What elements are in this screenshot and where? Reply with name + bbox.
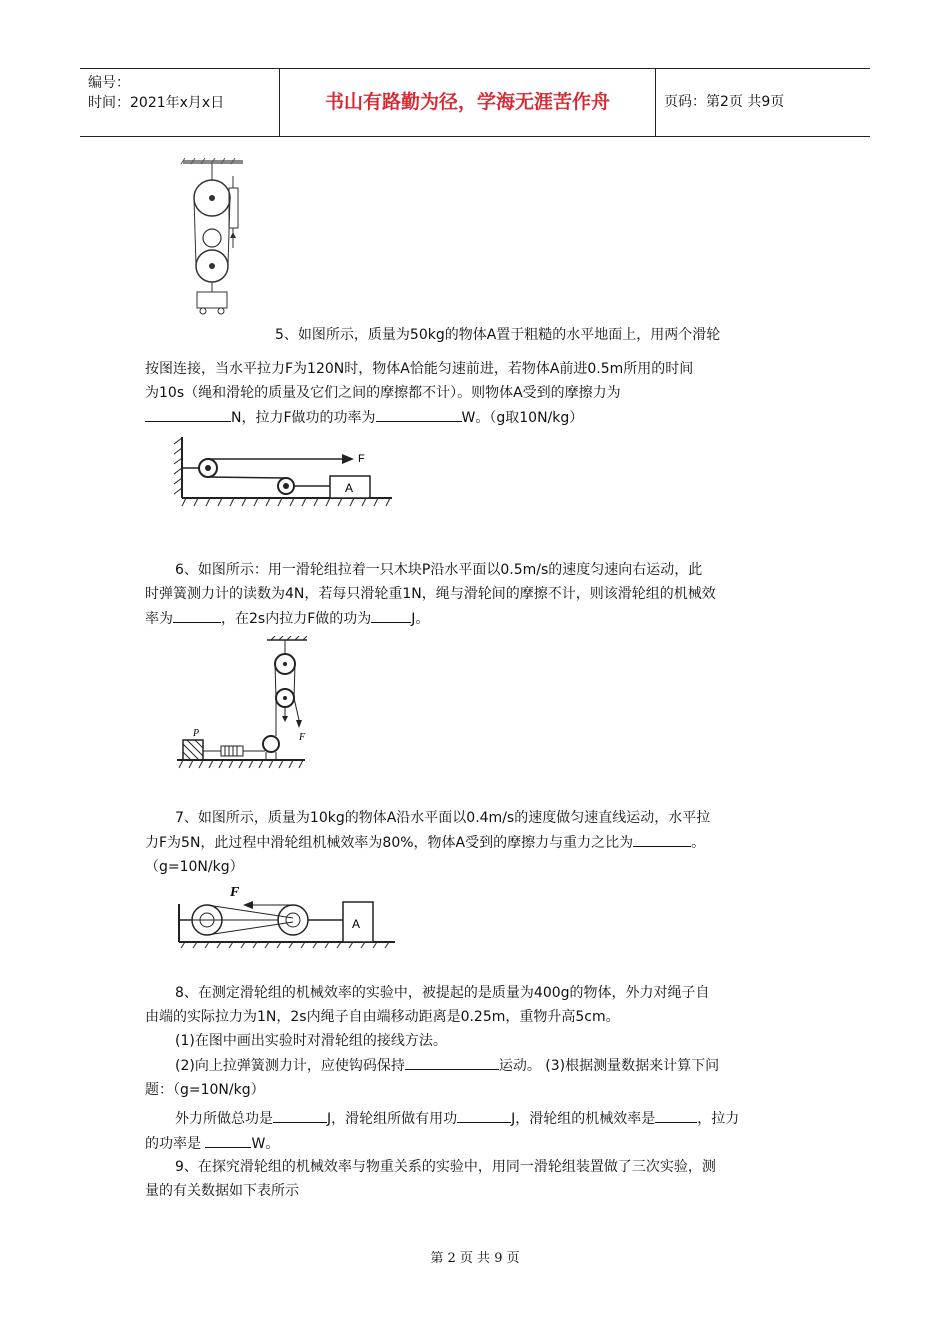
q8-text-6a: 外力所做总功是: [175, 1111, 273, 1127]
question-6: [145, 558, 810, 631]
q8-text-7a: 的功率是: [145, 1136, 206, 1152]
q7-fig-f-label: F: [230, 885, 240, 900]
q6-fig-f-label: F: [299, 732, 306, 743]
q7-text-a: 力F为5N，此过程中滑轮组机械效率为80%，物体A受到的摩擦力与重力之比为: [145, 835, 634, 851]
question-7: [145, 806, 810, 879]
q6-fig-p-label: P: [193, 728, 200, 739]
figure-q6-pulley-block: [175, 636, 315, 771]
q7-line3: （g=10N/kg）: [145, 859, 244, 875]
q7-fig-a-label: A: [352, 917, 361, 931]
question-9: [145, 1155, 810, 1203]
figure-q5-horizontal-pulleys: [172, 432, 397, 510]
q5-line4: [145, 405, 810, 430]
q8-blank-useful-work[interactable]: [457, 1106, 511, 1123]
q6-line2: 时弹簧测力计的读数为4N，若每只滑轮重1N，绳与滑轮间的摩擦不计，则该滑轮组的机械效: [145, 586, 716, 602]
q8-blank-total-work[interactable]: [273, 1106, 327, 1123]
q6-text-b: ，在2s内拉力F做的功为: [221, 611, 372, 627]
q8-blank-efficiency[interactable]: [655, 1106, 697, 1123]
q6-text-a: 率为: [145, 611, 173, 627]
header-meta: [80, 69, 280, 136]
q5-text-b: W。（g取10N/kg）: [461, 410, 584, 426]
header-page-label: 页码：第2页 共9页: [664, 94, 785, 110]
q5-text-a: N，拉力F做功的功率为: [231, 410, 376, 426]
q9-line1: 9、在探究滑轮组的机械效率与物重关系的实验中，用同一滑轮组装置做了三次实验，测: [175, 1159, 716, 1175]
q6-line3: [145, 606, 810, 631]
page-footer: 第 2 页 共 9 页: [430, 1251, 520, 1266]
q7-line1: 7、如图所示，质量为10kg的物体A沿水平面以0.4m/s的速度做匀速直线运动，水平拉: [175, 810, 711, 826]
q8-line1: 8、在测定滑轮组的机械效率的实验中，被提起的是质量为400g的物体，外力对绳子自: [175, 985, 710, 1001]
q7-blank-ratio[interactable]: [633, 830, 691, 847]
q6-blank-efficiency[interactable]: [173, 606, 221, 623]
q8-line5: 题：（g=10N/kg）: [145, 1082, 265, 1098]
q6-text-c: J。: [411, 611, 430, 627]
q8-line4: [145, 1053, 810, 1078]
q5-blank-power[interactable]: [376, 405, 462, 422]
page-header: [80, 68, 870, 137]
question-5: [145, 323, 810, 430]
q8-text-4b: 运动。 (3)根据测量数据来计算下问: [498, 1058, 720, 1074]
figure-vertical-pulleys: [175, 158, 265, 318]
serial-label: 编号：: [88, 75, 130, 91]
q7-line2: [145, 830, 810, 855]
q8-line2: 由端的实际拉力为1N，2s内绳子自由端移动距离是0.25m，重物升高5cm。: [145, 1009, 620, 1025]
q6-line1: 6、如图所示：用一滑轮组拉着一只木块P沿水平面以0.5m/s的速度匀速向右运动，此: [175, 562, 703, 578]
q8-line6: [145, 1106, 810, 1131]
q8-line3: (1)在图中画出实验时对滑轮组的接线方法。: [175, 1033, 447, 1049]
date-label: 时间：2021年x月x日: [88, 95, 225, 111]
q5-line1: 5、如图所示，质量为50kg的物体A置于粗糙的水平地面上，用两个滑轮: [275, 327, 721, 343]
q8-text-7b: W。: [251, 1136, 280, 1152]
q8-line7: [145, 1131, 810, 1156]
q6-blank-work[interactable]: [371, 606, 411, 623]
q9-line2: 量的有关数据如下表所示: [145, 1183, 299, 1199]
q5-line3: 为10s（绳和滑轮的质量及它们之间的摩擦都不计）。则物体A受到的摩擦力为: [145, 385, 621, 401]
q8-blank-motion[interactable]: [405, 1053, 499, 1070]
header-motto: 书山有路勤为径，学海无涯苦作舟: [280, 69, 656, 136]
q8-text-4a: (2)向上拉弹簧测力计，应使钩码保持: [175, 1058, 405, 1074]
figure-q7-pulleys: [175, 878, 400, 950]
q5-fig-a-label: A: [345, 481, 354, 495]
q8-text-6c: J，滑轮组的机械效率是: [511, 1111, 656, 1127]
q5-line2: 按图连接，当水平拉力F为120N时，物体A恰能匀速前进，若物体A前进0.5m所用的时间: [145, 361, 694, 377]
q5-fig-f-label: F: [358, 453, 365, 465]
q5-blank-friction[interactable]: [145, 405, 231, 422]
q7-text-b: 。: [691, 835, 706, 851]
q8-text-6b: J，滑轮组所做有用功: [327, 1111, 458, 1127]
question-8: [145, 981, 810, 1156]
q8-text-6d: ，拉力: [697, 1111, 740, 1127]
q8-blank-power[interactable]: [205, 1131, 251, 1148]
